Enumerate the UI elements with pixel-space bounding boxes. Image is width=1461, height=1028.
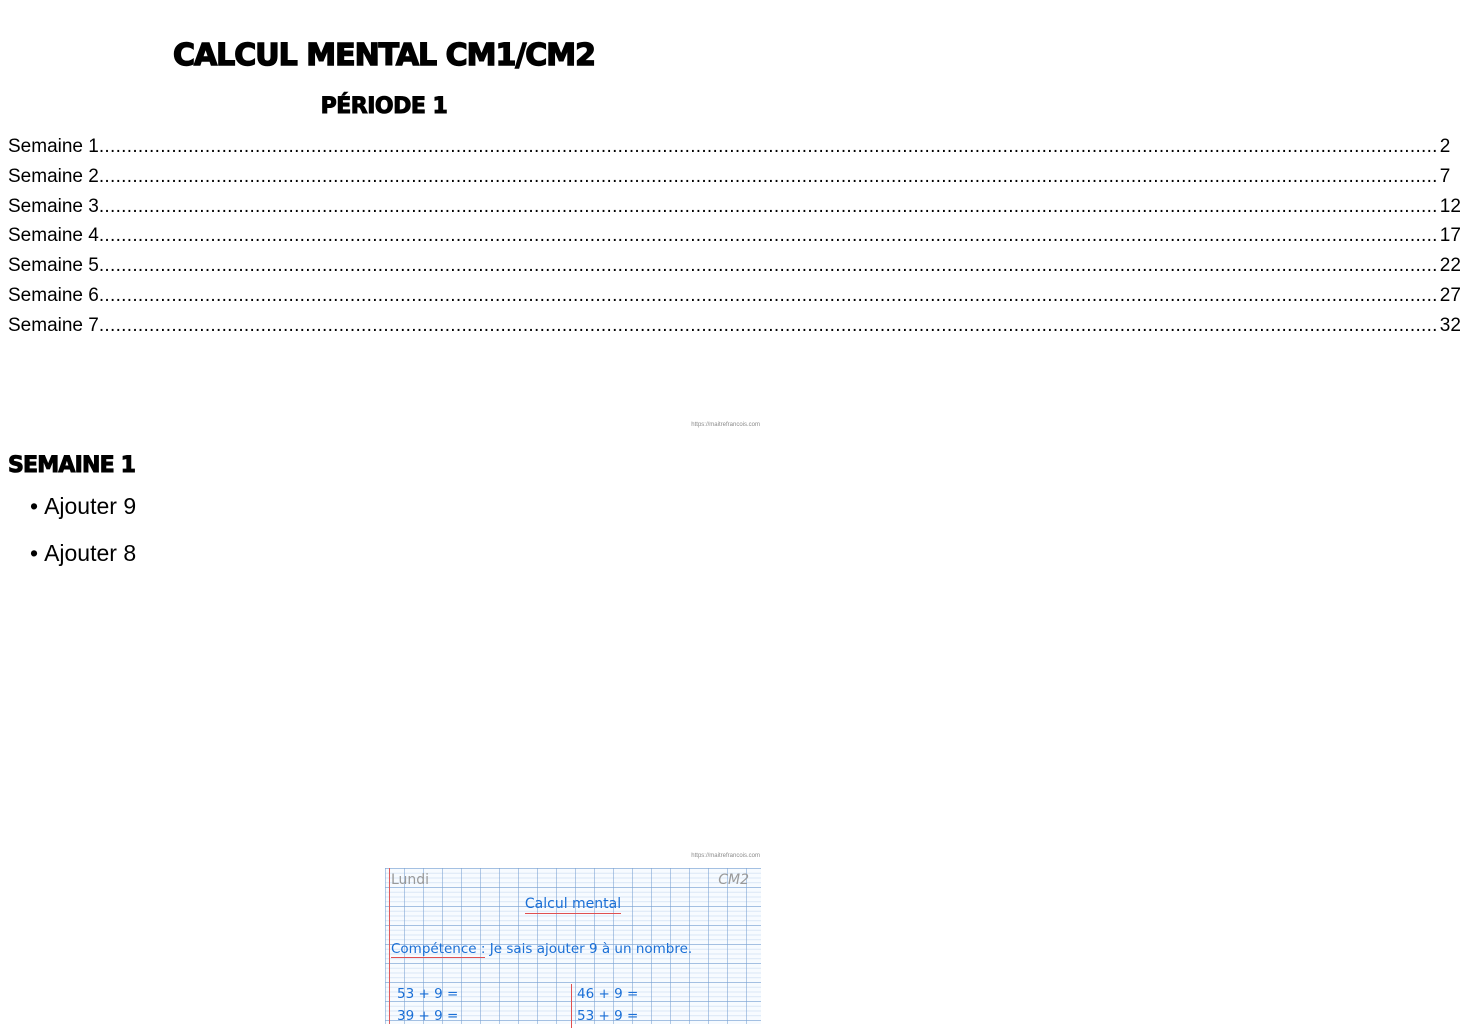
- toc-leader-dots: ................................................................................................................................................................................................................................................: [98, 314, 1438, 336]
- calculation: 46 + 9 =: [577, 986, 639, 1002]
- toc-label: Semaine 7: [8, 314, 99, 336]
- toc-label: Semaine 1: [8, 136, 99, 157]
- toc-label: Semaine 4: [8, 225, 99, 247]
- notebook-day: Lundi: [391, 872, 430, 888]
- toc-leader-dots: ................................................................................................................................................................................................................................................: [98, 136, 1438, 157]
- notebook-margin-line: [389, 868, 390, 1024]
- notebook-title: [385, 896, 761, 912]
- table-of-contents: [8, 132, 1461, 341]
- toc-leader-dots: ................................................................................................................................................................................................................................................: [98, 165, 1438, 187]
- toc-page-number: 27: [1439, 284, 1461, 306]
- toc-label: Semaine 2: [8, 165, 99, 187]
- list-item-text: Ajouter 9: [44, 493, 137, 519]
- toc-row[interactable]: [8, 221, 1461, 251]
- toc-page-number: 12: [1439, 195, 1461, 217]
- toc-leader-dots: ................................................................................................................................................................................................................................................: [98, 195, 1438, 217]
- toc-leader-dots: ................................................................................................................................................................................................................................................: [98, 255, 1438, 277]
- notebook-level: CM2: [718, 872, 749, 888]
- toc-leader-dots: ................................................................................................................................................................................................................................................: [98, 284, 1438, 306]
- competence-text: Je sais ajouter 9 à un nombre.: [489, 941, 693, 957]
- toc-page-number: 7: [1439, 165, 1451, 187]
- bullet-icon: •: [30, 493, 39, 519]
- toc-row[interactable]: [8, 192, 1461, 222]
- calculation: 39 + 9 =: [397, 1008, 459, 1024]
- section-title: SEMAINE 1: [8, 453, 136, 478]
- watermark-link[interactable]: https://maitrefrancois.com: [691, 422, 760, 428]
- document-title: CALCUL MENTAL CM1/CM2: [172, 38, 596, 73]
- notebook-thumbnail: [385, 868, 761, 1024]
- notebook-competence: [391, 941, 692, 957]
- toc-row[interactable]: [8, 251, 1461, 281]
- watermark-link[interactable]: https://maitrefrancois.com: [691, 853, 760, 859]
- notebook-title-text: Calcul mental: [524, 896, 622, 912]
- period-title: PÉRIODE 1: [320, 94, 448, 119]
- bullet-icon: •: [30, 540, 39, 566]
- toc-row[interactable]: [8, 281, 1461, 311]
- toc-page-number: 22: [1439, 255, 1461, 277]
- list-item-text: Ajouter 8: [44, 540, 137, 566]
- toc-page-number: 17: [1439, 225, 1461, 247]
- notebook-column-divider: [571, 984, 572, 1028]
- toc-row[interactable]: [8, 311, 1461, 341]
- toc-row[interactable]: [8, 132, 1451, 162]
- list-item: [30, 537, 136, 584]
- toc-row[interactable]: [8, 162, 1451, 192]
- competence-label: Compétence :: [391, 941, 486, 957]
- calculation: 53 + 9 =: [577, 1008, 639, 1024]
- skill-list: [30, 490, 136, 584]
- toc-page-number: 32: [1439, 314, 1461, 336]
- toc-leader-dots: ................................................................................................................................................................................................................................................: [98, 225, 1438, 247]
- toc-page-number: 2: [1439, 136, 1451, 157]
- toc-label: Semaine 5: [8, 255, 99, 277]
- list-item: [30, 490, 136, 537]
- toc-label: Semaine 3: [8, 195, 99, 217]
- toc-label: Semaine 6: [8, 284, 99, 306]
- calculation: 53 + 9 =: [397, 986, 459, 1002]
